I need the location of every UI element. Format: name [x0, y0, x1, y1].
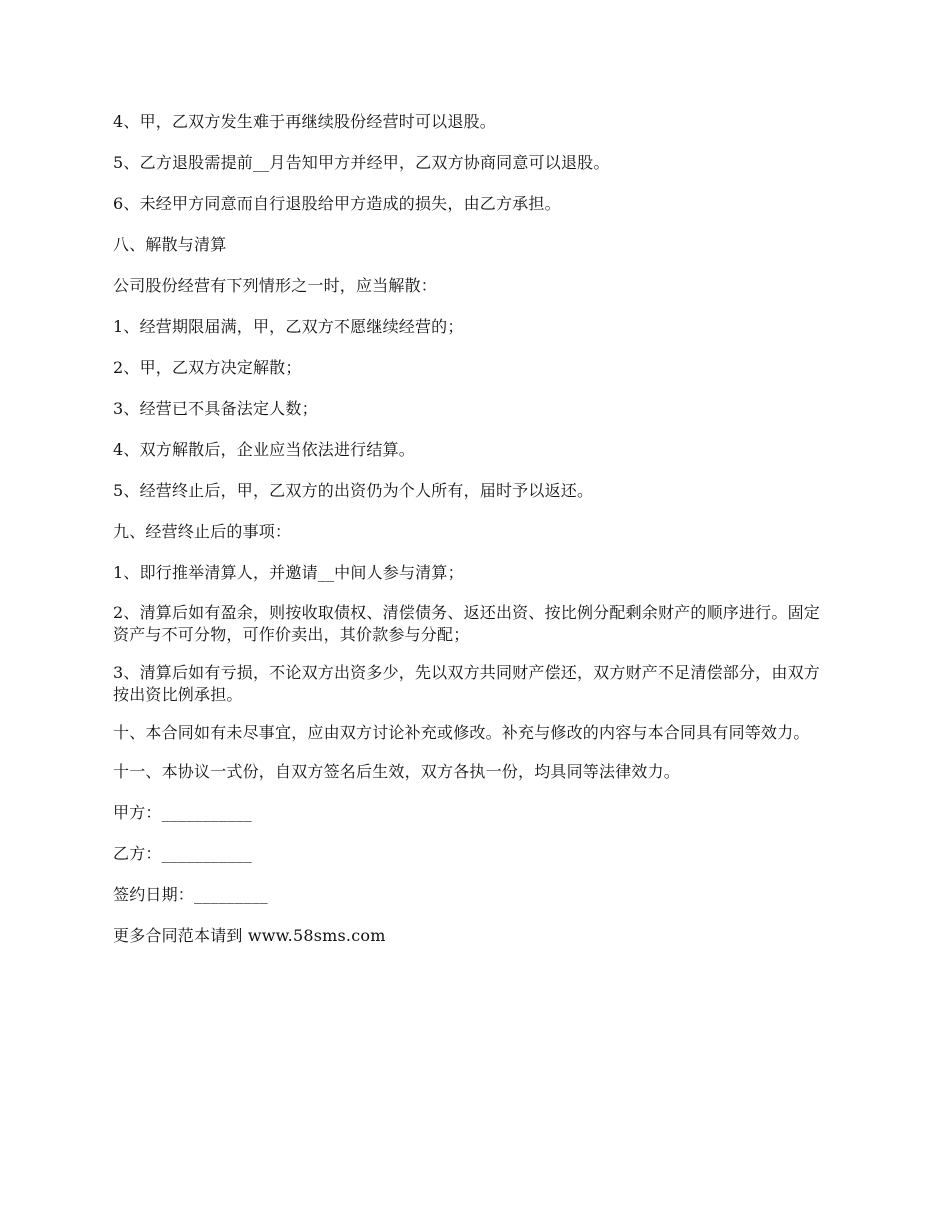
dissolution-item-1: 1、经营期限届满，甲，乙双方不愿继续经营的；: [113, 317, 464, 336]
dissolution-item-5: 5、经营终止后，甲，乙双方的出资仍为个人所有，届时予以返还。: [113, 481, 594, 500]
clause-4-withdrawal: 4、甲，乙双方发生难于再继续股份经营时可以退股。: [113, 112, 496, 131]
clause-5-withdrawal-notice: 5、乙方退股需提前__月告知甲方并经甲，乙双方协商同意可以退股。: [113, 153, 610, 172]
dissolution-intro: 公司股份经营有下列情形之一时，应当解散：: [113, 276, 438, 295]
document-body: [113, 110, 833, 948]
signing-date-line: 签约日期：_________: [113, 885, 268, 904]
clause-6-withdrawal-loss: 6、未经甲方同意而自行退股给甲方造成的损失，由乙方承担。: [113, 194, 561, 213]
dissolution-item-4: 4、双方解散后，企业应当依法进行结算。: [113, 440, 415, 459]
termination-item-2: 2、清算后如有盈余，则按收取债权、清偿债务、返还出资、按比例分配剩余财产的顺序进行。固定资产与不可分物，可作价卖出，其价款参与分配；: [113, 603, 820, 644]
section-10-clause: 十、本合同如有未尽事宜，应由双方讨论补充或修改。补充与修改的内容与本合同具有同等效力。: [113, 723, 810, 742]
dissolution-item-3: 3、经营已不具备法定人数；: [113, 399, 318, 418]
party-a-signature-line: 甲方：___________: [113, 803, 252, 822]
dissolution-item-2: 2、甲，乙双方决定解散；: [113, 358, 302, 377]
section-8-heading: 八、解散与清算: [113, 235, 227, 254]
termination-item-3: 3、清算后如有亏损，不论双方出资多少，先以双方共同财产偿还，双方财产不足清偿部分，由双方按出资比例承担。: [113, 663, 820, 704]
party-b-signature-line: 乙方：___________: [113, 844, 252, 863]
termination-item-1: 1、即行推举清算人，并邀请__中间人参与清算；: [113, 563, 464, 582]
section-9-heading: 九、经营终止后的事项：: [113, 522, 292, 541]
footer-more-templates: 更多合同范本请到 www.58sms.com: [113, 926, 386, 945]
section-11-clause: 十一、本协议一式份，自双方签名后生效，双方各执一份，均具同等法律效力。: [113, 762, 681, 781]
